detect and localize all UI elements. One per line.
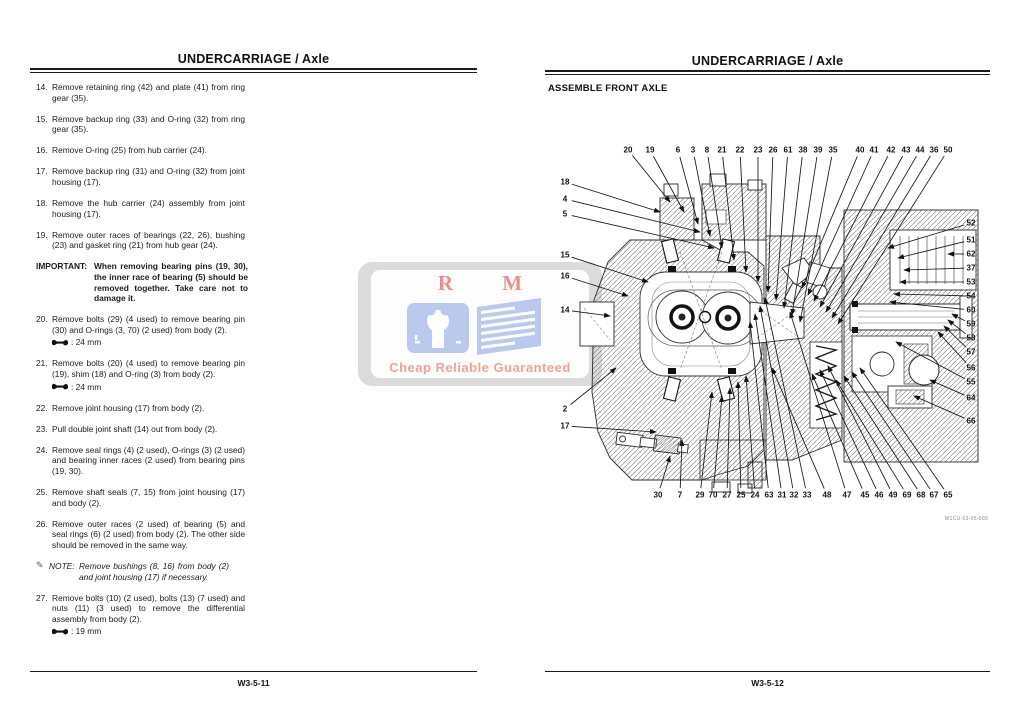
tool-size-line xyxy=(52,382,245,393)
step-number: 14. xyxy=(36,82,48,92)
callout-number-3: 3 xyxy=(690,145,696,155)
note-label: NOTE: xyxy=(49,560,75,571)
step-number: 15. xyxy=(36,113,48,124)
callout-number-29: 29 xyxy=(695,490,705,500)
callout-number-54: 54 xyxy=(966,291,976,301)
callout-number-51: 51 xyxy=(966,235,976,245)
step-text: Remove seal rings (4) (2 used), O-rings (3) (2 used) and bearing inner races (2 used) from bearing pins (19, 30). xyxy=(52,444,245,476)
callout-number-31: 31 xyxy=(777,490,787,500)
axle-cross-section-drawing xyxy=(552,140,990,532)
left-page-number: W3-5-11 xyxy=(237,678,270,688)
callout-number-22: 22 xyxy=(735,145,745,155)
tool-size: : 24 mm xyxy=(71,337,102,348)
callout-number-36: 36 xyxy=(929,145,939,155)
procedure-step xyxy=(36,145,248,156)
right-footer-rule xyxy=(545,671,990,672)
step-number: 20. xyxy=(36,314,48,325)
callout-number-49: 49 xyxy=(888,490,898,500)
callout-number-57: 57 xyxy=(966,347,976,357)
callout-number-19: 19 xyxy=(645,145,655,155)
step-text: Remove outer races of bearings (22, 26), bushing (23) and gasket ring (21) from hub gear (24). xyxy=(52,229,245,251)
procedure-steps xyxy=(36,82,248,647)
callout-number-23: 23 xyxy=(753,145,763,155)
callout-number-59: 59 xyxy=(966,319,976,329)
tool-size: : 19 mm xyxy=(71,626,102,637)
procedure-step xyxy=(36,403,248,414)
callout-number-45: 45 xyxy=(860,490,870,500)
callout-number-50: 50 xyxy=(943,145,953,155)
callout-number-40: 40 xyxy=(855,145,865,155)
procedure-step xyxy=(36,358,248,392)
callout-number-70: 70 xyxy=(708,490,718,500)
right-page-number: W3-5-12 xyxy=(751,678,784,688)
leader-line-20 xyxy=(632,155,670,202)
step-number: 17. xyxy=(36,166,48,177)
wrench-icon xyxy=(52,383,68,390)
callout-number-52: 52 xyxy=(966,218,976,228)
wrench-icon xyxy=(52,339,68,346)
procedure-step xyxy=(36,82,248,103)
step-number: 24. xyxy=(36,444,48,455)
tool-size: : 24 mm xyxy=(71,381,102,392)
callout-number-20: 20 xyxy=(623,145,633,155)
step-text: Remove O-ring (25) from hub carrier (24). xyxy=(52,145,207,156)
callout-number-24: 24 xyxy=(750,490,760,500)
callout-number-5: 5 xyxy=(562,209,568,219)
left-page-title: UNDERCARRIAGE / Axle xyxy=(177,52,330,66)
note-text: Remove bushings (8, 16) from body (2) and joint housing (17) if necessary. xyxy=(79,560,229,582)
step-number: 21. xyxy=(36,358,48,369)
callout-number-68: 68 xyxy=(916,490,926,500)
procedure-step xyxy=(36,519,248,551)
step-number: 25. xyxy=(36,487,48,498)
left-header-rule xyxy=(30,68,477,73)
callout-number-4: 4 xyxy=(562,194,568,204)
procedure-step xyxy=(36,487,248,508)
callout-number-25: 25 xyxy=(736,490,746,500)
section-title: ASSEMBLE FRONT AXLE xyxy=(548,83,668,94)
step-text: Remove backup ring (31) and O-ring (32) from joint housing (17). xyxy=(52,166,245,187)
step-number: 23. xyxy=(36,423,48,434)
step-text: Remove outer races (2 used) of bearing (5) and seal rings (6) (2 used) from body (2). The other side should be removed in the same way. xyxy=(52,518,245,550)
wrench-icon xyxy=(52,628,68,635)
callout-number-67: 67 xyxy=(929,490,939,500)
important-label: IMPORTANT: xyxy=(36,261,88,272)
callout-number-14: 14 xyxy=(560,305,570,315)
step-number: 26. xyxy=(36,518,48,529)
callout-number-21: 21 xyxy=(717,145,727,155)
callout-number-66: 66 xyxy=(966,416,976,426)
callout-number-64: 64 xyxy=(966,393,976,403)
callout-number-30: 30 xyxy=(653,490,663,500)
callout-number-6: 6 xyxy=(675,145,681,155)
step-number: 27. xyxy=(36,592,48,603)
procedure-step xyxy=(36,445,248,477)
callout-number-37: 37 xyxy=(966,263,976,273)
step-number: 22. xyxy=(36,402,48,413)
tool-size-line xyxy=(52,337,245,348)
axle-body-group xyxy=(580,174,978,493)
callout-number-8: 8 xyxy=(704,145,710,155)
watermark-letters: R M xyxy=(437,271,545,295)
procedure-step xyxy=(36,230,248,251)
right-page-title: UNDERCARRIAGE / Axle xyxy=(691,54,844,68)
callout-number-39: 39 xyxy=(813,145,823,155)
procedure-step xyxy=(36,166,248,187)
callout-number-58: 58 xyxy=(966,333,976,343)
procedure-step xyxy=(36,424,248,435)
pencil-note-icon: ✎ xyxy=(36,559,44,570)
left-footer-rule xyxy=(30,671,477,672)
callout-number-41: 41 xyxy=(869,145,879,155)
callout-number-42: 42 xyxy=(886,145,896,155)
callout-number-63: 63 xyxy=(764,490,774,500)
step-text: Remove bolts (20) (4 used) to remove bearing pin (19), shim (18) and O-ring (3) from body (2). xyxy=(52,358,245,379)
callout-number-48: 48 xyxy=(822,490,832,500)
step-text: Remove bolts (29) (4 used) to remove bearing pin (30) and O-rings (3, 70) (2 used) from body (2). xyxy=(52,314,245,335)
callout-number-2: 2 xyxy=(562,404,568,414)
callout-number-17: 17 xyxy=(560,421,570,431)
callout-number-27: 27 xyxy=(722,490,732,500)
callout-number-32: 32 xyxy=(789,490,799,500)
callout-number-26: 26 xyxy=(768,145,778,155)
figure-code: W1CU-03-05-003 xyxy=(944,516,988,522)
step-text: Remove backup ring (33) and O-ring (32) from ring gear (35). xyxy=(52,113,245,135)
step-number: 16. xyxy=(36,145,48,156)
callout-number-53: 53 xyxy=(966,277,976,287)
manual-wrench-icon xyxy=(407,297,553,360)
callout-number-7: 7 xyxy=(677,490,683,500)
procedure-step xyxy=(36,314,248,348)
callout-number-60: 60 xyxy=(966,305,976,315)
callout-number-47: 47 xyxy=(842,490,852,500)
step-number: 18. xyxy=(36,198,48,209)
watermark-tagline: Cheap Reliable Guaranteed xyxy=(389,360,571,375)
note-block xyxy=(36,561,248,582)
callout-number-65: 65 xyxy=(943,490,953,500)
callout-number-46: 46 xyxy=(874,490,884,500)
callout-number-38: 38 xyxy=(798,145,808,155)
callout-number-18: 18 xyxy=(560,177,570,187)
step-text: Remove the hub carrier (24) assembly from joint housing (17). xyxy=(52,198,245,219)
callout-number-62: 62 xyxy=(966,249,976,259)
important-block xyxy=(36,261,248,303)
step-text: Remove shaft seals (7, 15) from joint housing (17) and body (2). xyxy=(52,487,245,508)
step-text: Pull double joint shaft (14) out from body (2). xyxy=(52,423,218,434)
tool-size-line xyxy=(52,626,245,637)
callout-number-55: 55 xyxy=(966,377,976,387)
important-text: When removing bearing pins (19, 30), the inner race of bearing (5) should be removed together. Take care not to damage it. xyxy=(94,261,248,304)
step-number: 19. xyxy=(36,229,48,240)
callout-number-15: 15 xyxy=(560,250,570,260)
callout-number-44: 44 xyxy=(915,145,925,155)
procedure-step xyxy=(36,593,248,637)
procedure-step xyxy=(36,198,248,219)
callout-number-61: 61 xyxy=(783,145,793,155)
right-header-rule xyxy=(545,70,990,75)
leader-line-18 xyxy=(572,184,660,212)
step-text: Remove retaining ring (42) and plate (41) from ring gear (35). xyxy=(52,82,245,103)
step-text: Remove bolts (10) (2 used), bolts (13) (7 used) and nuts (11) (3 used) to remove the differential assembly from body (2). xyxy=(52,592,245,624)
callout-number-33: 33 xyxy=(802,490,812,500)
callout-number-69: 69 xyxy=(902,490,912,500)
callout-number-43: 43 xyxy=(901,145,911,155)
front-axle-diagram xyxy=(552,140,990,532)
step-text: Remove joint housing (17) from body (2). xyxy=(52,402,205,413)
procedure-step xyxy=(36,114,248,135)
callout-number-56: 56 xyxy=(966,363,976,373)
callout-number-16: 16 xyxy=(560,271,570,281)
callout-number-35: 35 xyxy=(828,145,838,155)
